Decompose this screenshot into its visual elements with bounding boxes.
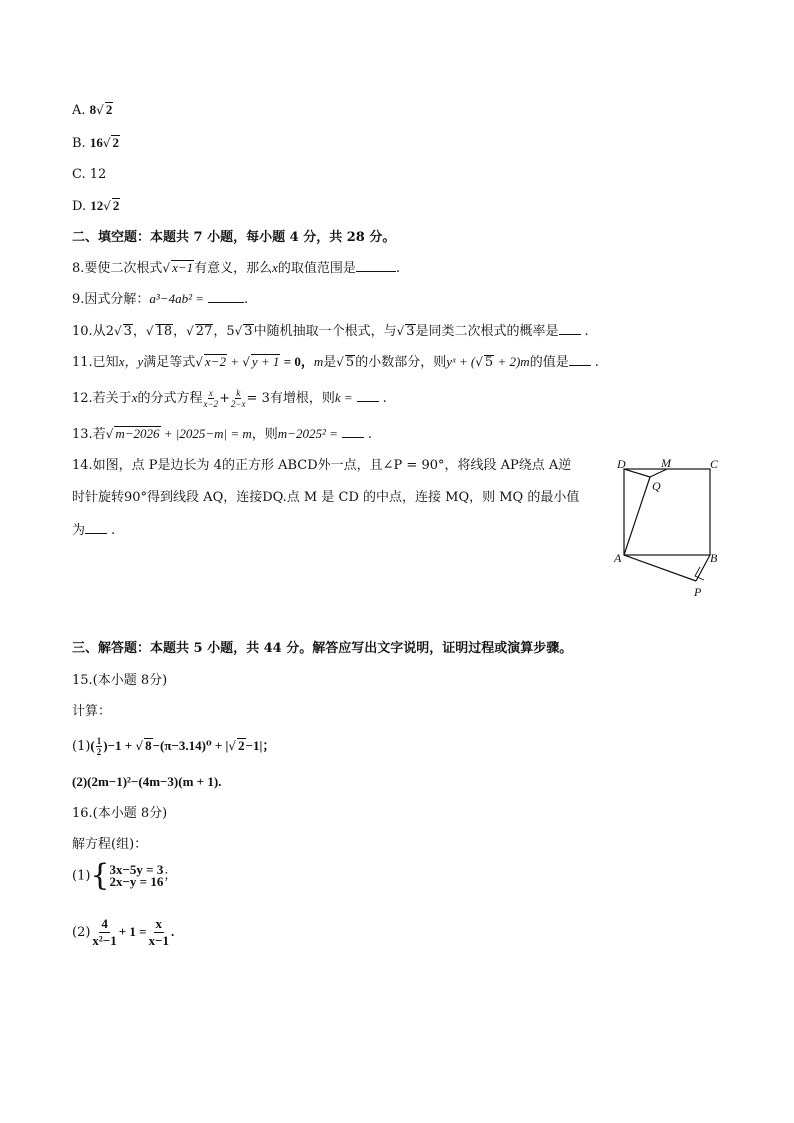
q10-end: . [584, 324, 589, 339]
q11-mid1: 满足等式 [143, 355, 196, 370]
question-15-title: 15.(本小题 8分) [72, 673, 168, 688]
label-m: M [661, 456, 671, 470]
q16-fraction-2 [149, 916, 169, 949]
q11-post: 的值是 [529, 355, 569, 370]
answer-blank [208, 290, 244, 303]
q15-p1-radicand-1: 8 [145, 738, 152, 753]
equation-system [110, 864, 164, 888]
q15-half-fraction [96, 736, 103, 757]
q15-p1-label: (1) [72, 739, 91, 754]
choice-a-radicand: 2 [105, 102, 113, 117]
q10-radicand-3: 27 [195, 324, 213, 339]
square-abcd [624, 469, 710, 555]
q16-f1-numerator: 4 [101, 916, 108, 931]
q13-pre: 13.若 [72, 427, 106, 442]
q9-expr: a³−4ab² = [149, 291, 204, 306]
q15-p1-denominator: 2 [96, 747, 102, 757]
q12-f2-denominator: 2−x [230, 399, 246, 409]
q13-expr: + |2025−m| = m [160, 426, 252, 441]
answer-blank [357, 389, 379, 402]
q11-pre: 11.已知 [72, 355, 119, 370]
q16-eq-2: 2x−y = 16 [109, 874, 164, 889]
q16-p1-label: (1) [72, 868, 91, 884]
label-p: P [694, 585, 702, 599]
q11-vars: x，y [118, 354, 144, 369]
label-d: D [617, 457, 626, 471]
choice-c-label: C. [72, 167, 86, 182]
q15-p1-c: −(π−3.14)⁰ + | [152, 738, 229, 753]
q16-p1-end: ； [163, 868, 177, 884]
choice-c [72, 166, 106, 184]
q12-f1-numerator: x [208, 388, 213, 398]
q16-f2-denominator: x−1 [148, 933, 169, 948]
choice-b-value: 16 [89, 135, 103, 150]
choice-a-value: 8 [89, 102, 97, 117]
q12-k: k = [334, 390, 353, 405]
q8-pre: 8.要使二次根式 [72, 261, 163, 276]
section-2-heading: 二、填空题：本题共 7 小题，每小题 4 分，共 28 分。 [72, 230, 396, 245]
question-15-instruction: 计算： [72, 704, 112, 719]
q16-eq-1: 3x−5y = 3 [109, 862, 164, 877]
q15-p1-b: −1 + [107, 738, 136, 753]
q13-mid: ，则 [251, 427, 278, 442]
question-15-part-2: (2)(2m−1)²−(4m−3)(m + 1). [72, 774, 222, 789]
q11-eq: = 0， [280, 354, 314, 369]
left-brace: { [90, 858, 110, 893]
answer-blank [569, 353, 591, 366]
q14-line3-text: 为 [72, 523, 86, 538]
q10-pre: 10.从 [72, 324, 106, 339]
choice-d: D. 12√ 2 [72, 198, 120, 214]
question-16-instruction: 解方程(组)： [72, 837, 148, 852]
label-a: A [614, 551, 622, 565]
label-c: C [710, 457, 719, 471]
q11-expr2: + 2)m [494, 354, 530, 369]
q10-radicand-2: 18 [155, 324, 173, 339]
question-16-title: 16.(本小题 8分) [72, 806, 168, 821]
answer-blank [356, 259, 396, 272]
label-q: Q [652, 479, 661, 493]
q8-var: x [272, 260, 278, 275]
question-14-line-1: 14.如图，点 P是边长为 4的正方形 ABCD外一点，且∠P = 90°，将线段 AP绕点 A逆 [72, 458, 572, 473]
q8-mid: 有意义，那么 [194, 261, 273, 276]
q10-post: 是同类二次根式的概率是 [415, 324, 559, 339]
q10-radicand-5: 3 [406, 324, 415, 339]
q10-sep: ， [132, 324, 146, 339]
q16-mid: + 1 = [118, 924, 147, 939]
question-14-line-3 [72, 521, 115, 540]
q12-var: x [131, 390, 138, 405]
question-8: 8.要使二次根式√ x−1有意义，那么x的取值范围是 . [72, 260, 401, 276]
q10-sep: ， [213, 324, 227, 339]
q11-expr1: yˣ + ( [446, 354, 476, 369]
q10-mid: 中随机抽取一个根式，与 [253, 324, 397, 339]
q16-f2-numerator: x [155, 916, 163, 931]
answer-blank [559, 322, 581, 335]
segment-mq [650, 469, 667, 477]
choice-d-label: D. [72, 199, 87, 214]
q16-p2-label: (2) [72, 925, 91, 940]
q11-end: . [594, 355, 599, 370]
answer-blank [342, 425, 364, 438]
question-15-part-1: (1)( $\frac{1}{2}$ )−1 + √ 8−(π−3.14)⁰ + |√ 2−1|； [72, 736, 276, 757]
q16-f1-denominator: x²−1 [92, 933, 117, 948]
q12-f1-denominator: x−2 [203, 399, 219, 409]
choice-d-value: 12 [90, 198, 104, 213]
question-9 [72, 290, 248, 309]
q15-p1-radicand-2: 2 [238, 738, 245, 753]
choice-d-radicand: 2 [112, 198, 120, 213]
q11-radicand-1: x−2 [204, 354, 226, 369]
q16-end: . [170, 924, 175, 939]
q13-end: . [367, 427, 373, 442]
q12-eq: = 3有增根，则 [246, 391, 335, 406]
q11-plus: + [226, 354, 243, 369]
q10-radicand-4: 3 [244, 324, 253, 339]
q12-pre: 12.若关于 [72, 391, 132, 406]
q12-end: . [382, 391, 387, 406]
q10-radicand-1: 3 [123, 324, 132, 339]
q13-radicand: m−2026 [115, 426, 160, 441]
geometry-figure [610, 456, 730, 601]
q8-post: 的取值范围是 [277, 261, 356, 276]
q11-radicand-3: 5 [345, 355, 355, 370]
question-16-part-1 [72, 858, 177, 893]
q9-pre: 9.因式分解： [72, 292, 150, 307]
question-12 [72, 388, 387, 409]
q12-fraction-2 [231, 388, 246, 409]
question-11: 11.已知x，y满足等式√ x−2 + √ y + 1 = 0，m是√ 5的小数部分，则yˣ + (√ 5 + 2)m的值是 . [72, 354, 599, 370]
question-13: 13.若√ m−2026 + |2025−m| = m，则m−2025² = . [72, 426, 373, 442]
choice-a: A. 8√ 2 [72, 102, 113, 118]
choice-b: B. 16√ 2 [72, 135, 119, 151]
choice-a-label: A. [72, 103, 86, 118]
q8-radicand: x−1 [172, 260, 194, 275]
choice-c-value: 12 [89, 167, 107, 182]
q11-radicand-4: 5 [484, 355, 494, 370]
q15-p1-numerator: 1 [96, 736, 102, 746]
q16-fraction-1 [92, 916, 116, 949]
segment-aq [624, 477, 650, 555]
q12-mid: 的分式方程 [137, 391, 203, 406]
q11-radicand-2: y + 1 [251, 354, 280, 369]
q12-fraction-1 [203, 388, 218, 409]
q9-end: . [244, 292, 249, 307]
choice-b-radicand: 2 [112, 135, 119, 150]
choice-b-label: B. [72, 136, 86, 151]
label-b: B [710, 551, 718, 565]
segment-ap [624, 555, 696, 581]
q12-plus: + [219, 391, 230, 406]
q10-sep: ， [173, 324, 187, 339]
q10-coef-4: 5 [226, 324, 235, 339]
q11-mid3: 的小数部分，则 [355, 355, 447, 370]
q10-coef-1: 2 [105, 324, 114, 339]
q14-end: . [111, 523, 116, 538]
q15-p1-d: −1|； [245, 738, 276, 753]
q11-m: m [313, 354, 324, 369]
q8-end: . [395, 261, 401, 276]
answer-blank [85, 521, 107, 534]
q11-mid2: 是 [323, 355, 337, 370]
q13-expr2: m−2025² = [277, 426, 338, 441]
question-16-part-2 [72, 916, 174, 949]
question-10: 10.从2√ 3，√ 18，√ 27，5√ 3中随机抽取一个根式，与√ 3是同类二次根式的概率是 . [72, 324, 589, 339]
section-3-heading: 三、解答题：本题共 5 小题，共 44 分。解答应写出文字说明，证明过程或演算步骤。 [72, 641, 573, 656]
q12-f2-numerator: k [236, 388, 241, 398]
question-14-line-2: 时针旋转90°得到线段 AQ，连接DQ.点 M 是 CD 的中点，连接 MQ，则 MQ 的最小值 [72, 490, 580, 505]
segment-dq [624, 469, 650, 477]
